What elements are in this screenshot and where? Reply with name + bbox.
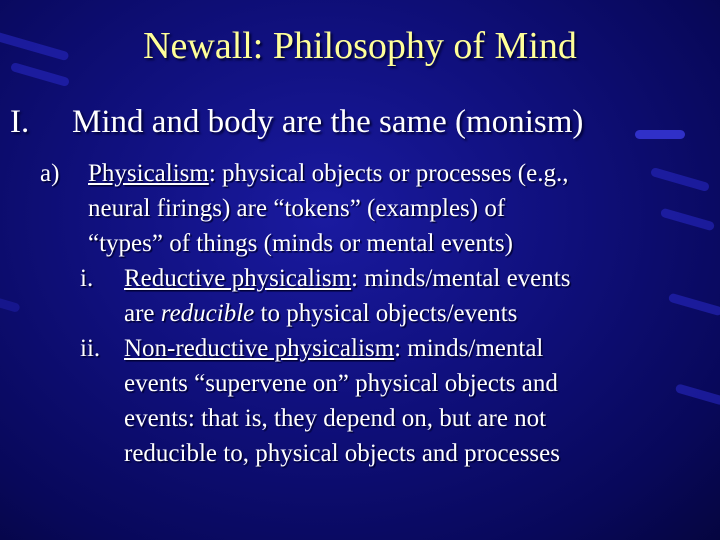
list-item-number: ii. — [80, 335, 101, 362]
list-item-text: : minds/mental — [394, 335, 544, 362]
list-item-term: Non-reductive physicalism — [124, 335, 395, 362]
list-item-text: are — [124, 300, 161, 327]
list-item-non-reductive — [40, 331, 710, 366]
main-point-text: Mind and body are the same (monism) — [72, 104, 584, 140]
list-item-text: reducible to, physical objects and processes — [124, 440, 560, 467]
list-item-text: events: that is, they depend on, but are not — [124, 405, 547, 432]
subpoint-term: Physicalism — [88, 160, 209, 187]
slide-title: Newall: Philosophy of Mind — [143, 25, 577, 67]
subpoint-block — [40, 156, 710, 471]
main-point — [10, 104, 710, 141]
list-item-line — [40, 296, 710, 331]
subpoint-line — [40, 156, 710, 191]
subpoint-text: neural firings) are “tokens” (examples) of — [88, 195, 506, 222]
list-item-text: to physical objects/events — [254, 300, 518, 327]
background-streak — [0, 296, 21, 313]
subpoint-line — [40, 226, 710, 261]
list-item-text: : minds/mental events — [351, 265, 571, 292]
main-point-number: I. — [10, 104, 30, 140]
list-item-text: events “supervene on” physical objects and — [124, 370, 558, 397]
list-item-term: Reductive physicalism — [124, 265, 352, 292]
list-item-reductive — [40, 261, 710, 296]
list-item-line — [40, 366, 710, 401]
list-item-line — [40, 436, 710, 471]
emphasized-text: reducible — [160, 300, 255, 327]
subpoint-text: “types” of things (minds or mental events) — [88, 230, 513, 257]
subpoint-text: : physical objects or processes (e.g., — [208, 160, 569, 187]
list-item-number: i. — [80, 265, 94, 292]
list-item-line — [40, 401, 710, 436]
subpoint-number: a) — [40, 160, 60, 187]
subpoint-line — [40, 191, 710, 226]
